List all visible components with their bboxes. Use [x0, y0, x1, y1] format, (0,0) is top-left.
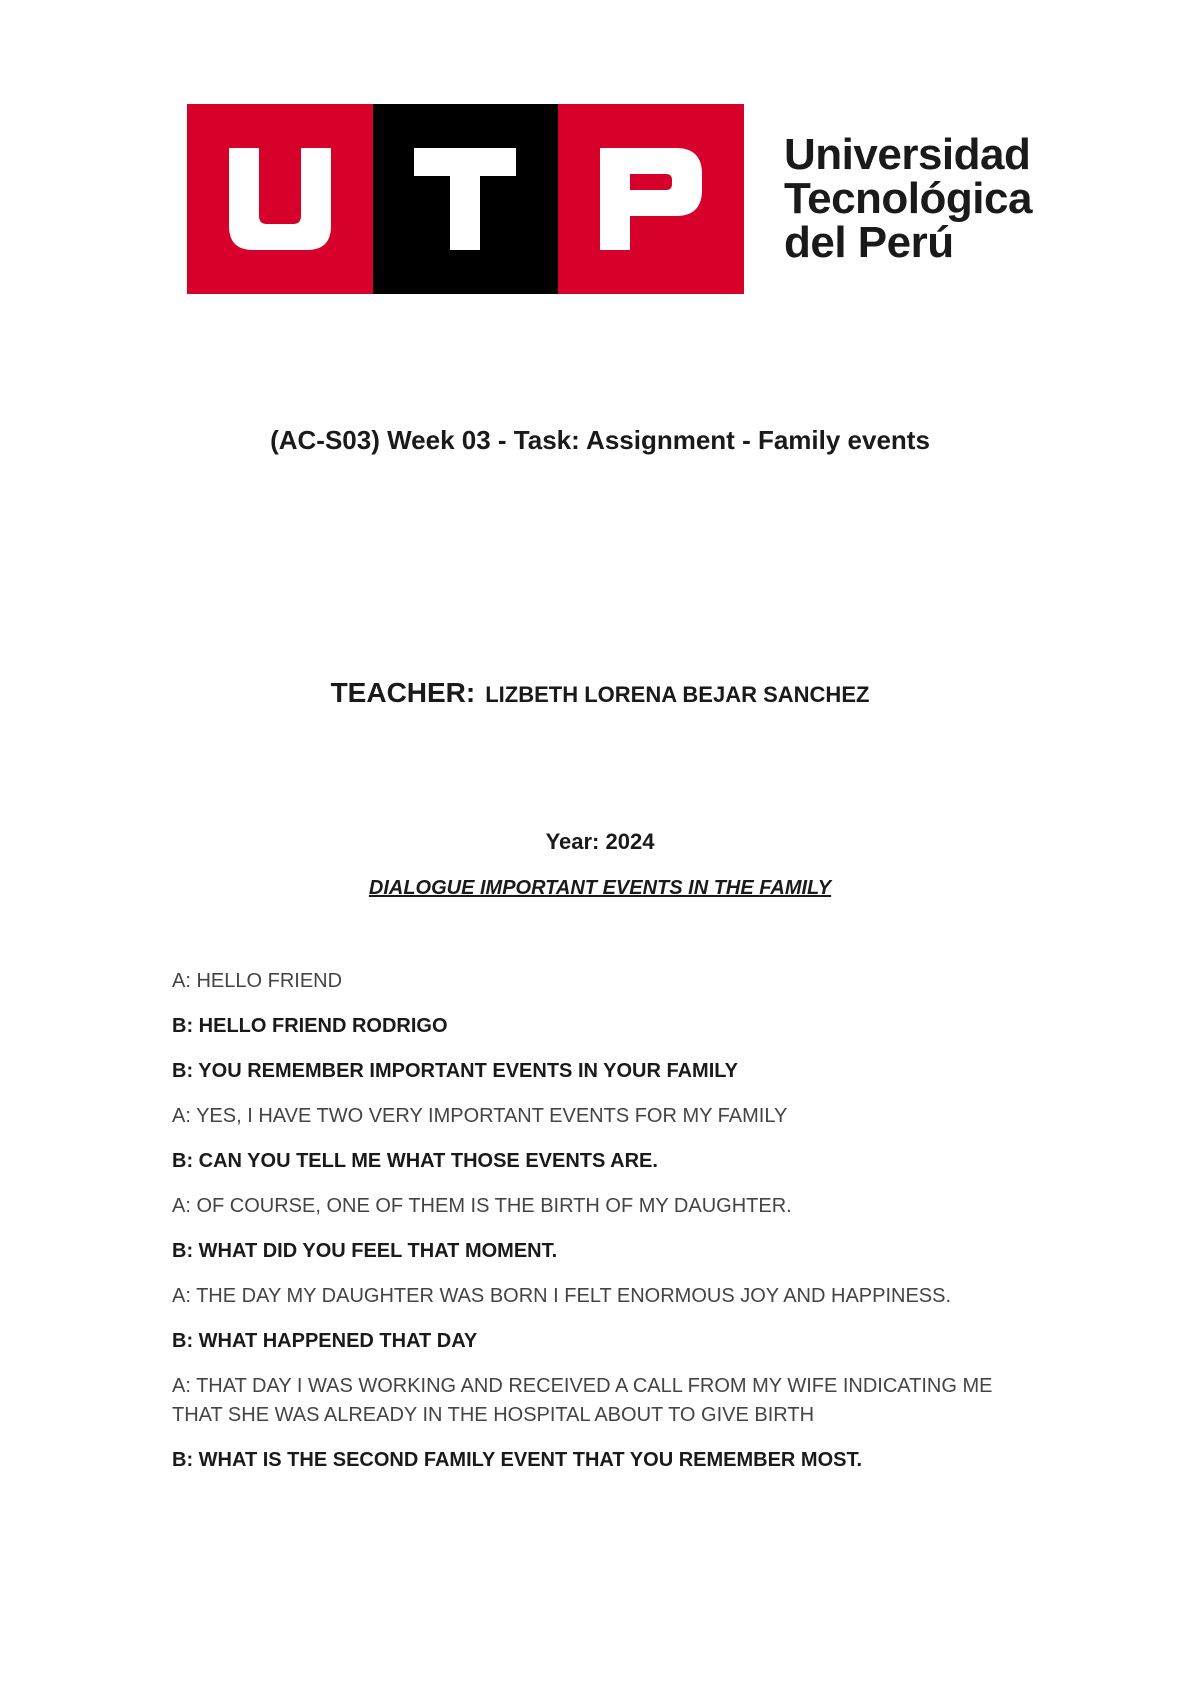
logo-letter-t-block: [373, 104, 559, 294]
dialogue-line-a: A: YES, I HAVE TWO VERY IMPORTANT EVENTS FOR MY FAMILY: [172, 1105, 788, 1127]
dialogue-line-a: A: THAT DAY I WAS WORKING AND RECEIVED A CALL FROM MY WIFE INDICATING ME THAT SHE WAS ALREADY IN THE HOSPITAL ABOUT TO GIVE BIRTH: [172, 1375, 993, 1426]
logo-letter-p: [596, 144, 706, 254]
utp-logo-blocks: [187, 104, 744, 294]
dialogue-line-a: A: THE DAY MY DAUGHTER WAS BORN I FELT ENORMOUS JOY AND HAPPINESS.: [172, 1285, 952, 1307]
logo-text-line-2: Tecnológica: [784, 174, 1032, 223]
utp-logo: [187, 104, 1032, 294]
dialogue-line-b: B: YOU REMEMBER IMPORTANT EVENTS IN YOUR FAMILY: [172, 1060, 738, 1082]
logo-letter-t: [410, 144, 520, 254]
logo-letter-u: [225, 144, 335, 254]
dialogue-heading: DIALOGUE IMPORTANT EVENTS IN THE FAMILY: [368, 877, 832, 899]
logo-text-line-1: Universidad: [784, 130, 1031, 179]
dialogue-line-b: B: WHAT HAPPENED THAT DAY: [172, 1330, 478, 1352]
dialogue-line-b: B: WHAT DID YOU FEEL THAT MOMENT.: [172, 1240, 558, 1262]
dialogue-line-b: B: HELLO FRIEND RODRIGO: [172, 1015, 448, 1037]
teacher-label: TEACHER:: [330, 677, 476, 708]
logo-text-line-3: del Perú: [784, 218, 954, 267]
document-title: (AC-S03) Week 03 - Task: Assignment - Family events: [270, 425, 930, 455]
year-line: Year: 2024: [545, 829, 655, 854]
teacher-line: [0, 676, 1200, 715]
teacher-name: LIZBETH LORENA BEJAR SANCHEZ: [485, 682, 870, 707]
dialogue-line-a: A: HELLO FRIEND: [172, 970, 343, 992]
logo-letter-u-block: [187, 104, 373, 294]
logo-letter-p-block: [558, 104, 744, 294]
dialogue: [172, 967, 1022, 1491]
dialogue-line-b: B: CAN YOU TELL ME WHAT THOSE EVENTS ARE.: [172, 1150, 658, 1172]
dialogue-line-b: B: WHAT IS THE SECOND FAMILY EVENT THAT YOU REMEMBER MOST.: [172, 1449, 863, 1471]
logo-wordmark: [784, 130, 1032, 267]
dialogue-line-a: A: OF COURSE, ONE OF THEM IS THE BIRTH OF MY DAUGHTER.: [172, 1195, 792, 1217]
